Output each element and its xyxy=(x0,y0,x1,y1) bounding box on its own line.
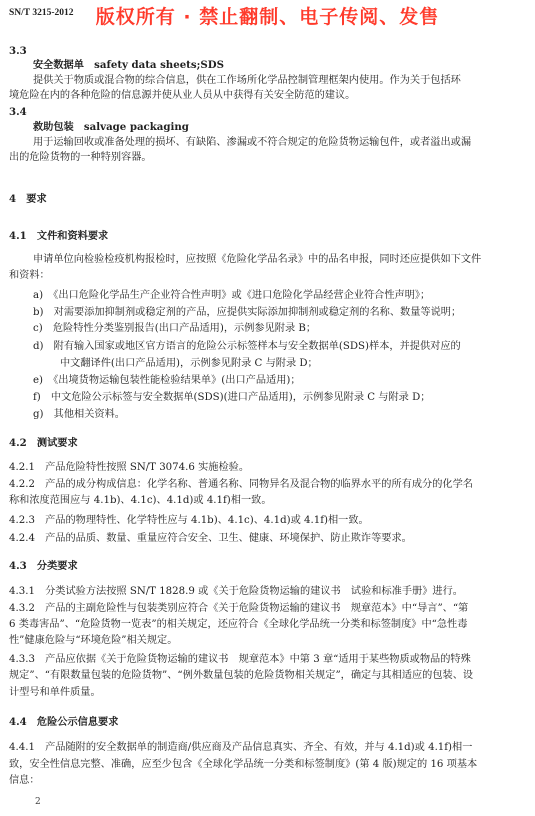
paragraph-line: 出的危险货物的一种特别容器。 xyxy=(9,152,152,163)
list-item: f) 中文危险公示标签与安全数据单(SDS)(进口产品适用)，示例参见附录 C 与附录 D； xyxy=(33,392,431,403)
clause-number: 3.3 xyxy=(9,45,27,57)
paragraph-line: 计型号和单件质量。 xyxy=(9,687,101,698)
paragraph-line: 用于运输回收或准备处理的损坏、有缺陷、渗漏或不符合规定的危险货物运输包件，或者溢出或漏 xyxy=(33,137,472,148)
list-item: a) 《出口危险化学品生产企业符合性声明》或《进口危险化学品经营企业符合性声明》； xyxy=(33,290,431,301)
clause-number: 3.4 xyxy=(9,106,27,118)
subsection-heading: 4.2 测试要求 xyxy=(9,437,78,449)
paragraph-line: 和资料： xyxy=(9,270,50,281)
paragraph-line: 境危险在内的各种危险的信息源并使从业人员从中获得有关安全防范的建议。 xyxy=(9,90,356,101)
paragraph-line: 申请单位向检验检疫机构报检时，应按照《危险化学品名录》中的品名申报，同时还应提供如下文件 xyxy=(33,254,482,265)
section-heading: 4 要求 xyxy=(9,193,47,205)
subsection-heading: 4.4 危险公示信息要求 xyxy=(9,716,119,728)
subsection-heading: 4.3 分类要求 xyxy=(9,560,78,572)
paragraph-line: 致，安全性信息完整、准确，应至少包含《全球化学品统一分类和标签制度》(第 4 版)规定的 16 项基本 xyxy=(9,759,478,770)
copyright-watermark: 版权所有 · 禁止翻制、电子传阅、发售 xyxy=(95,6,440,28)
paragraph-line: 规定”、“有限数量包装的危险货物”、“例外数量包装的危险货物相关规定”，确定与其相适应的包装、设 xyxy=(9,670,474,681)
paragraph-line: 6 类毒害品”、“危险货物一览表”的相关规定，还应符合《全球化学品统一分类和标签制度》中“急性毒 xyxy=(9,619,468,630)
page-number: 2 xyxy=(35,797,41,807)
clause-line: 4.3.3 产品应依据《关于危险货物运输的建议书 规章范本》中第 3 章“适用于某些物质或物品的特殊 xyxy=(9,654,471,665)
list-item: c) 危险特性分类鉴别报告(出口产品适用)，示例参见附录 B； xyxy=(33,323,317,334)
clause-line: 4.2.2 产品的成分构成信息：化学名称、普通名称、同物异名及混合物的临界水平的所有成分的化学名 xyxy=(9,479,473,490)
clause-line: 4.2.1 产品危险特性按照 SN/T 3074.6 实施检验。 xyxy=(9,462,250,473)
clause-line: 4.2.4 产品的品质、数量、重量应符合安全、卫生、健康、环境保护、防止欺诈等要求。 xyxy=(9,533,412,544)
list-item: g) 其他相关资料。 xyxy=(33,409,125,420)
list-item-continuation: 中文翻译件(出口产品适用)，示例参见附录 C 与附录 D； xyxy=(60,358,318,369)
document-code: SN/T 3215-2012 xyxy=(9,8,74,18)
term-title: 救助包装 salvage packaging xyxy=(33,121,189,133)
clause-line: 4.3.2 产品的主副危险性与包装类别应符合《关于危险货物运输的建议书 规章范本》中“导言”、“第 xyxy=(9,603,469,614)
paragraph-line: 提供关于物质或混合物的综合信息，供在工作场所化学品控制管理框架内使用。作为关于包括环 xyxy=(33,75,461,86)
paragraph-line: 信息： xyxy=(9,775,40,786)
clause-line: 4.4.1 产品随附的安全数据单的制造商/供应商及产品信息真实、齐全、有效，并与 4.1d)或 4.1f)相一 xyxy=(9,742,473,753)
paragraph-line: 性”健康危险与“环境危险”相关规定。 xyxy=(9,635,178,646)
list-item: e) 《出境货物运输包装性能检验结果单》(出口产品适用)； xyxy=(33,375,301,386)
subsection-heading: 4.1 文件和资料要求 xyxy=(9,230,109,242)
paragraph-line: 称和浓度范围应与 4.1b)、4.1c)、4.1d)或 4.1f)相一致。 xyxy=(9,495,272,506)
clause-line: 4.2.3 产品的物理特性、化学特性应与 4.1b)、4.1c)、4.1d)或 4.1f)相一致。 xyxy=(9,515,369,526)
clause-line: 4.3.1 分类试验方法按照 SN/T 1828.9 或《关于危险货物运输的建议书 试验和标准手册》进行。 xyxy=(9,586,463,597)
term-title: 安全数据单 safety data sheets;SDS xyxy=(33,59,224,71)
list-item: b) 对需要添加抑制剂或稳定剂的产品，应提供实际添加抑制剂或稳定剂的名称、数量等说明； xyxy=(33,307,462,318)
list-item: d) 附有输入国家或地区官方语言的危险公示标签样本与安全数据单(SDS)样本，并提供对应的 xyxy=(33,341,461,352)
